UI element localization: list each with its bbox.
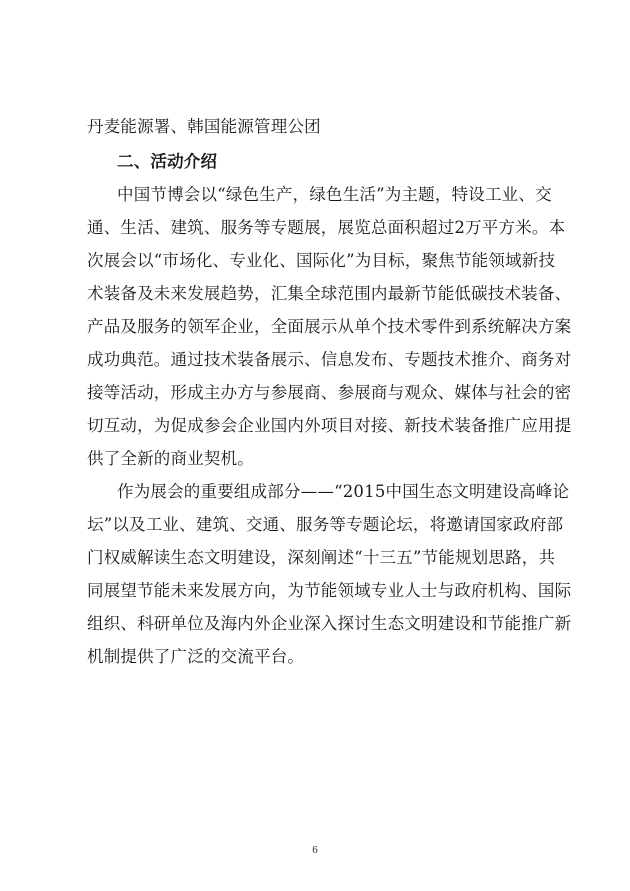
paragraph-line: 同展望节能未来发展方向，为节能领域专业人士与政府机构、国际	[87, 581, 572, 600]
paragraph-line: 切互动，为促成参会企业国内外项目对接、新技术装备推广应用提	[87, 416, 572, 435]
paragraph-line: 机制提供了广泛的交流平台。	[87, 647, 305, 666]
paragraph-line: 成功典范。通过技术装备展示、信息发布、专题技术推介、商务对	[87, 350, 572, 369]
section-heading: 二、活动介绍	[117, 152, 218, 171]
paragraph-line: 门权威解读生态文明建设，深刻阐述“十三五”节能规划思路，共	[87, 548, 556, 567]
page-number: 6	[312, 844, 318, 856]
continuation-line: 丹麦能源署、韩国能源管理公团	[87, 117, 321, 136]
paragraph-line: 坛”以及工业、建筑、交通、服务等专题论坛，将邀请国家政府部	[87, 515, 564, 534]
paragraph-line: 通、生活、建筑、服务等专题展，展览总面积超过2万平方米。本	[87, 218, 566, 237]
paragraph-line: 术装备及未来发展趋势，汇集全球范围内最新节能低碳技术装备、	[87, 284, 572, 303]
paragraph-line: 中国节博会以“绿色生产，绿色生活”为主题，特设工业、交	[117, 185, 552, 204]
paragraph-line: 产品及服务的领军企业，全面展示从单个技术零件到系统解决方案	[87, 317, 572, 336]
paragraph-line: 组织、科研单位及海内外企业深入探讨生态文明建设和节能推广新	[87, 614, 572, 633]
paragraph-line: 接等活动，形成主办方与参展商、参展商与观众、媒体与社会的密	[87, 383, 572, 402]
paragraph-line: 供了全新的商业契机。	[87, 449, 254, 468]
paragraph-line: 作为展会的重要组成部分——“2015中国生态文明建设高峰论	[117, 482, 570, 501]
paragraph-line: 次展会以“市场化、专业化、国际化”为目标，聚焦节能领域新技	[87, 251, 556, 270]
